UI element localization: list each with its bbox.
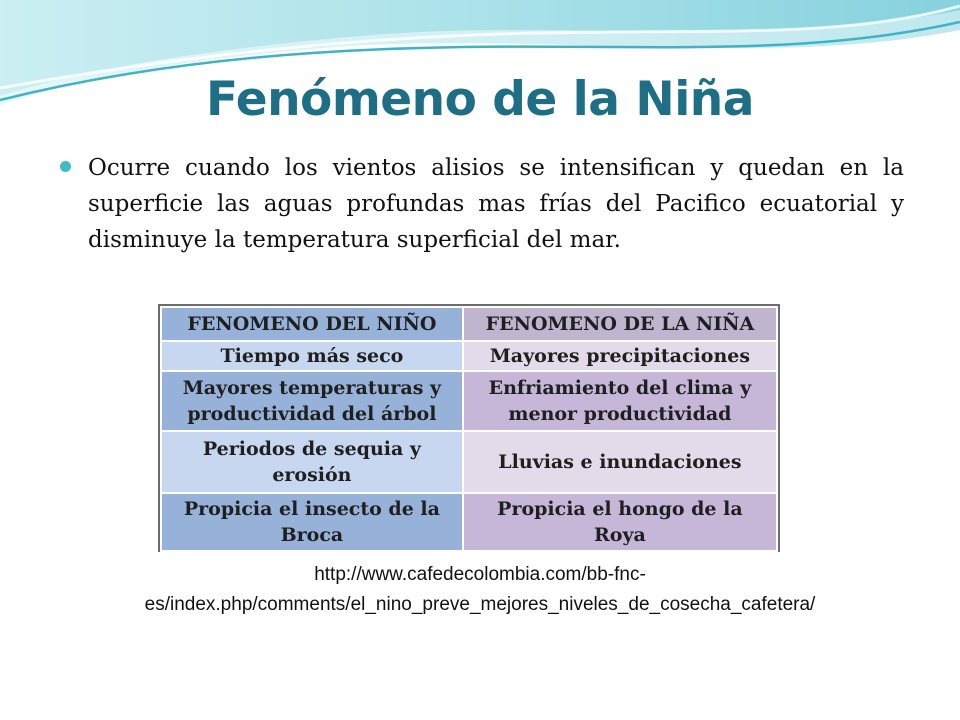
header-la-nina: FENOMENO DE LA NIÑA (463, 307, 777, 341)
table-cell: Mayores temperaturas y productividad del árbol (161, 371, 463, 431)
source-url-line-1: http://www.cafedecolombia.com/bb-fnc- (314, 564, 646, 585)
table-header-row (161, 307, 777, 341)
bullet-text: Ocurre cuando los vientos alisios se intensifican y quedan en la superficie las aguas profundas mas frías del Pacifico ecuatorial y disminuye la temperatura superficial del mar. (88, 155, 904, 253)
bullet-dot-icon (60, 161, 71, 172)
source-citation (0, 560, 960, 620)
comparison-table (158, 304, 780, 552)
table-row (161, 371, 777, 431)
table-cell: Mayores precipitaciones (463, 341, 777, 371)
header-el-nino: FENOMENO DEL NIÑO (161, 307, 463, 341)
table-cell: Propicia el insecto de la Broca (161, 493, 463, 551)
table-cell: Lluvias e inundaciones (463, 431, 777, 493)
slide-title: Fenómeno de la Niña (206, 72, 754, 127)
table-cell: Enfriamiento del clima y menor productividad (463, 371, 777, 431)
bullet-item (58, 150, 904, 258)
table-row (161, 341, 777, 371)
source-url-line-2: es/index.php/comments/el_nino_preve_mejores_niveles_de_cosecha_cafetera/ (144, 594, 816, 615)
table-cell: Tiempo más seco (161, 341, 463, 371)
table-cell: Periodos de sequia y erosión (161, 431, 463, 493)
table-cell: Propicia el hongo de la Roya (463, 493, 777, 551)
table-row (161, 431, 777, 493)
table-row (161, 493, 777, 551)
